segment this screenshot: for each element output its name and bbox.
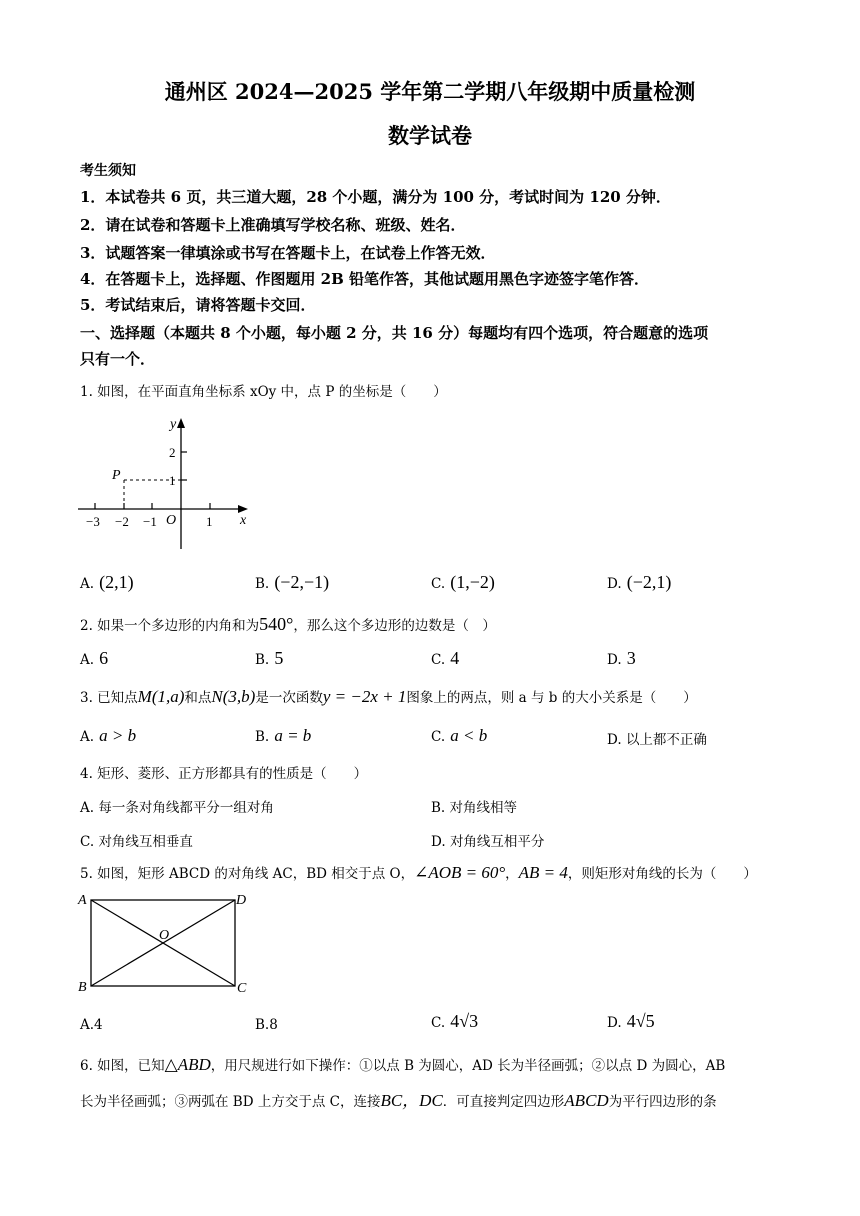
vertex-c-label: C	[237, 981, 247, 996]
q3-stem: 3. 已知点M(1,a)和点N(3,b)是一次函数y = −2x + 1图象上的两点，则 a 与 b 的大小关系是（ ）	[80, 687, 697, 706]
x-tick-label: −1	[143, 514, 157, 529]
x-tick-label: −2	[115, 514, 129, 529]
q1-coordinate-figure	[72, 412, 262, 557]
notice-item: 1．本试卷共 6 页，共三道大题，28 个小题，满分为 100 分，考试时间为 120 分钟．	[80, 188, 671, 206]
center-o-label: O	[159, 928, 170, 943]
x-axis-label: x	[240, 513, 247, 528]
q6-stem-line2: 长为半径画弧；③两弧在 BD 上方交于点 C，连接BC，DC．可直接判定四边形ABCD为平行四边形的条	[80, 1091, 717, 1110]
section-heading: 一、选择题（本题共 8 个小题，每小题 2 分，共 16 分）每题均有四个选项，符合题意的选项	[80, 324, 709, 342]
q2-stem: 2. 如果一个多边形的内角和为540°，那么这个多边形的边数是（ ）	[80, 614, 496, 634]
y-tick-label: 1	[169, 473, 176, 488]
q4-option-b[interactable]: B. 对角线相等	[431, 800, 518, 816]
q5-stem: 5. 如图，矩形 ABCD 的对角线 AC，BD 相交于点 O，∠AOB = 60°，AB = 4，则矩形对角线的长为（ ）	[80, 863, 757, 882]
y-axis-arrow	[177, 418, 185, 428]
q6-stem-line1: 6. 如图，已知△ABD，用尺规进行如下操作：①以点 B 为圆心，AD 长为半径画弧；②以点 D 为圆心，AB	[80, 1055, 726, 1074]
x-axis-arrow	[238, 505, 248, 513]
q3-option-b[interactable]: B. a = b	[255, 726, 312, 745]
section-heading-cont: 只有一个．	[80, 350, 156, 368]
notice-item: 2．请在试卷和答题卡上准确填写学校名称、班级、姓名．	[80, 216, 466, 234]
point-p-label: P	[112, 468, 121, 483]
y-axis-label: y	[170, 417, 177, 432]
q4-option-c[interactable]: C. 对角线互相垂直	[80, 834, 193, 850]
q1-option-b[interactable]: B. (−2,−1)	[255, 572, 330, 592]
q2-option-d[interactable]: D. 3	[607, 648, 636, 668]
notice-heading: 考生须知	[80, 163, 136, 179]
vertex-a-label: A	[78, 893, 87, 908]
exam-subtitle: 数学试卷	[388, 123, 472, 148]
q4-stem: 4. 矩形、菱形、正方形都具有的性质是（ ）	[80, 766, 368, 782]
x-tick-label: 1	[206, 514, 213, 529]
exam-title: 通州区 2024—2025 学年第二学期八年级期中质量检测	[164, 79, 696, 104]
q2-option-b[interactable]: B. 5	[255, 648, 284, 668]
origin-label: O	[166, 513, 177, 528]
vertex-d-label: D	[236, 893, 247, 908]
q1-option-c[interactable]: C. (1,−2)	[431, 572, 495, 592]
q2-option-a[interactable]: A. 6	[80, 648, 109, 668]
q5-option-a[interactable]: A.4	[80, 1017, 103, 1033]
q5-option-d[interactable]: D. 4√5	[607, 1011, 655, 1031]
q3-option-d[interactable]: D. 以上都不正确	[607, 732, 707, 748]
q3-option-a[interactable]: A. a > b	[80, 726, 137, 745]
q5-option-c[interactable]: C. 4√3	[431, 1011, 479, 1031]
vertex-b-label: B	[78, 980, 87, 995]
notice-item: 5．考试结束后，请将答题卡交回．	[80, 296, 316, 314]
q2-option-c[interactable]: C. 4	[431, 648, 460, 668]
q5-option-b[interactable]: B.8	[255, 1017, 278, 1033]
q4-option-d[interactable]: D. 对角线互相平分	[431, 834, 545, 850]
notice-item: 3．试题答案一律填涂或书写在答题卡上，在试卷上作答无效．	[80, 244, 496, 262]
notice-item: 4．在答题卡上，选择题、作图题用 2B 铅笔作答，其他试题用黑色字迹签字笔作答．	[80, 270, 650, 288]
q1-stem: 1. 如图，在平面直角坐标系 xOy 中，点 P 的坐标是（ ）	[80, 384, 447, 400]
q3-option-c[interactable]: C. a < b	[431, 726, 488, 745]
q1-option-a[interactable]: A. (2,1)	[80, 572, 134, 592]
y-tick-label: 2	[169, 445, 176, 460]
q4-option-a[interactable]: A. 每一条对角线都平分一组对角	[80, 800, 274, 816]
q1-option-d[interactable]: D. (−2,1)	[607, 572, 672, 592]
x-tick-label: −3	[86, 514, 100, 529]
q5-rectangle-figure	[76, 888, 256, 998]
